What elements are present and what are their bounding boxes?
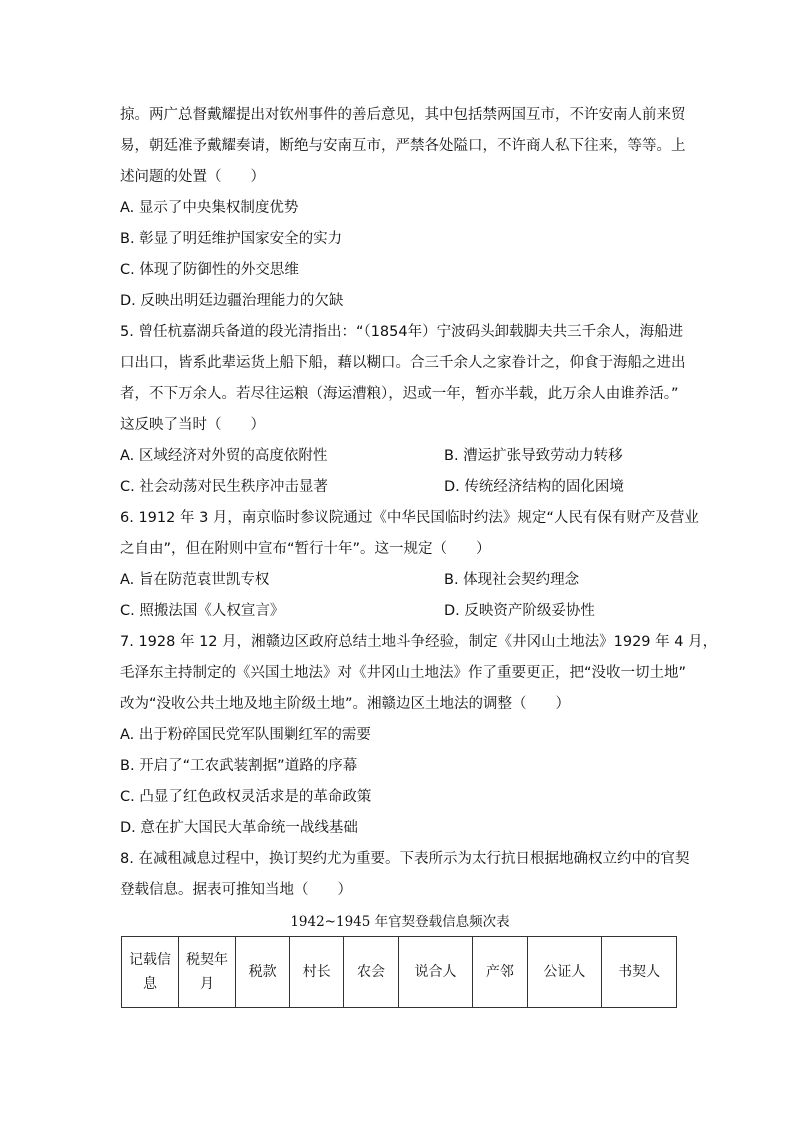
question-7-option-b: B. 开启了“工农武装割据”道路的序幕 — [120, 758, 358, 774]
question-5-line-2: 口出口，皆系此辈运货上船下船，藉以糊口。合三千余人之家眷计之，仰食于海船之进出 — [120, 355, 686, 371]
document-content — [120, 100, 718, 1008]
question-5-option-b: B. 漕运扩张导致劳动力转移 — [444, 448, 623, 464]
header-cell-line: 记载信 — [129, 952, 171, 968]
question-6-option-c: C. 照搬法国《人权宣言》 — [120, 603, 285, 619]
question-5-option-c: C. 社会动荡对民生秩序冲击显著 — [120, 479, 328, 495]
question-5-line-1: 5. 曾任杭嘉湖兵备道的段光清指出：“（1854年）宁波码头卸载脚夫共三千余人，海船进 — [120, 324, 684, 340]
header-cell-line: 产邻 — [485, 964, 514, 980]
question-8-line-2: 登载信息。据表可推知当地（ ） — [120, 882, 352, 898]
question-4-option-a: A. 显示了中央集权制度优势 — [120, 200, 299, 216]
header-cell — [236, 937, 290, 1008]
question-6-option-a: A. 旨在防范袁世凯专权 — [120, 572, 270, 588]
question-5-line-4: 这反映了当时（ ） — [120, 417, 265, 433]
question-6-line-1: 6. 1912 年 3 月，南京临时参议院通过《中华民国临时约法》规定“人民有保有财产及营业 — [120, 510, 699, 526]
header-cell-line: 书契人 — [618, 964, 661, 980]
header-cell-line: 村长 — [302, 964, 331, 980]
question-5-options-row-2 — [120, 472, 680, 503]
header-cell-line: 说合人 — [414, 964, 457, 980]
header-cell — [527, 937, 602, 1008]
question-7-line-2: 毛泽东主持制定的《兴国土地法》对《井冈山土地法》作了重要更正，把“没收一切土地” — [120, 665, 687, 681]
table-caption: 1942~1945 年官契登载信息频次表 — [290, 914, 510, 930]
question-7-option-a: A. 出于粉碎国民党军队围剿红军的需要 — [120, 727, 371, 743]
question-7-line-1: 7. 1928 年 12 月，湘赣边区政府总结土地斗争经验，制定《井冈山土地法》1929 年 4 月， — [120, 634, 718, 650]
question-4-line-3: 述问题的处置（ ） — [120, 169, 265, 185]
question-5-line-3: 者，不下万余人。若尽往运粮（海运漕粮），迟或一年，暂亦半载，此万余人由谁养活。” — [120, 386, 679, 402]
question-6-options-row-2 — [120, 596, 680, 627]
header-cell — [602, 937, 677, 1008]
table-header-row — [122, 937, 677, 1008]
question-6-option-d: D. 反映资产阶级妥协性 — [444, 603, 595, 619]
question-6-option-b: B. 体现社会契约理念 — [444, 572, 580, 588]
question-4-option-c: C. 体现了防御性的外交思维 — [120, 262, 299, 278]
header-cell — [290, 937, 344, 1008]
question-4 — [120, 100, 686, 317]
question-4-line-1: 掠。两广总督戴耀提出对钦州事件的善后意见，其中包括禁两国互市，不许安南人前来贸 — [120, 107, 686, 123]
header-cell — [398, 937, 473, 1008]
question-7-option-c: C. 凸显了红色政权灵活求是的革命政策 — [120, 789, 372, 805]
header-cell — [122, 937, 179, 1008]
question-6-line-2: 之自由”，但在附则中宣布“暂行十年”。这一规定（ ） — [120, 541, 491, 557]
header-cell-line: 月 — [200, 976, 214, 992]
question-8-line-1: 8. 在减租减息过程中，换订契约尤为重要。下表所示为太行抗日根据地确权立约中的官契 — [120, 851, 690, 867]
question-4-line-2: 易，朝廷准予戴耀奏请，断绝与安南互市，严禁各处隘口，不许商人私下往来，等等。上 — [120, 138, 686, 154]
question-5-options-row-1 — [120, 441, 680, 472]
header-cell — [473, 937, 527, 1008]
header-cell-line: 农会 — [357, 964, 385, 980]
header-cell — [344, 937, 398, 1008]
question-5-option-d: D. 传统经济结构的固化困境 — [444, 479, 624, 495]
question-6-options-row-1 — [120, 565, 680, 596]
question-5 — [120, 317, 686, 503]
question-7-option-d: D. 意在扩大国民大革命统一战线基础 — [120, 820, 358, 836]
question-5-option-a: A. 区域经济对外贸的高度依附性 — [120, 448, 328, 464]
question-7 — [120, 627, 718, 844]
question-4-option-d: D. 反映出明廷边疆治理能力的欠缺 — [120, 293, 344, 309]
contract-info-table — [121, 936, 677, 1008]
question-8 — [120, 844, 690, 1008]
header-cell-line: 公证人 — [543, 964, 586, 980]
question-7-line-3: 改为“没收公共土地及地主阶级土地”。湘赣边区土地法的调整（ ） — [120, 696, 571, 712]
header-cell-line: 税契年 — [186, 952, 228, 968]
header-cell-line: 税款 — [248, 964, 277, 980]
question-6 — [120, 503, 699, 627]
question-4-option-b: B. 彰显了明廷维护国家安全的实力 — [120, 231, 343, 247]
header-cell — [179, 937, 236, 1008]
header-cell-line: 息 — [143, 976, 157, 992]
